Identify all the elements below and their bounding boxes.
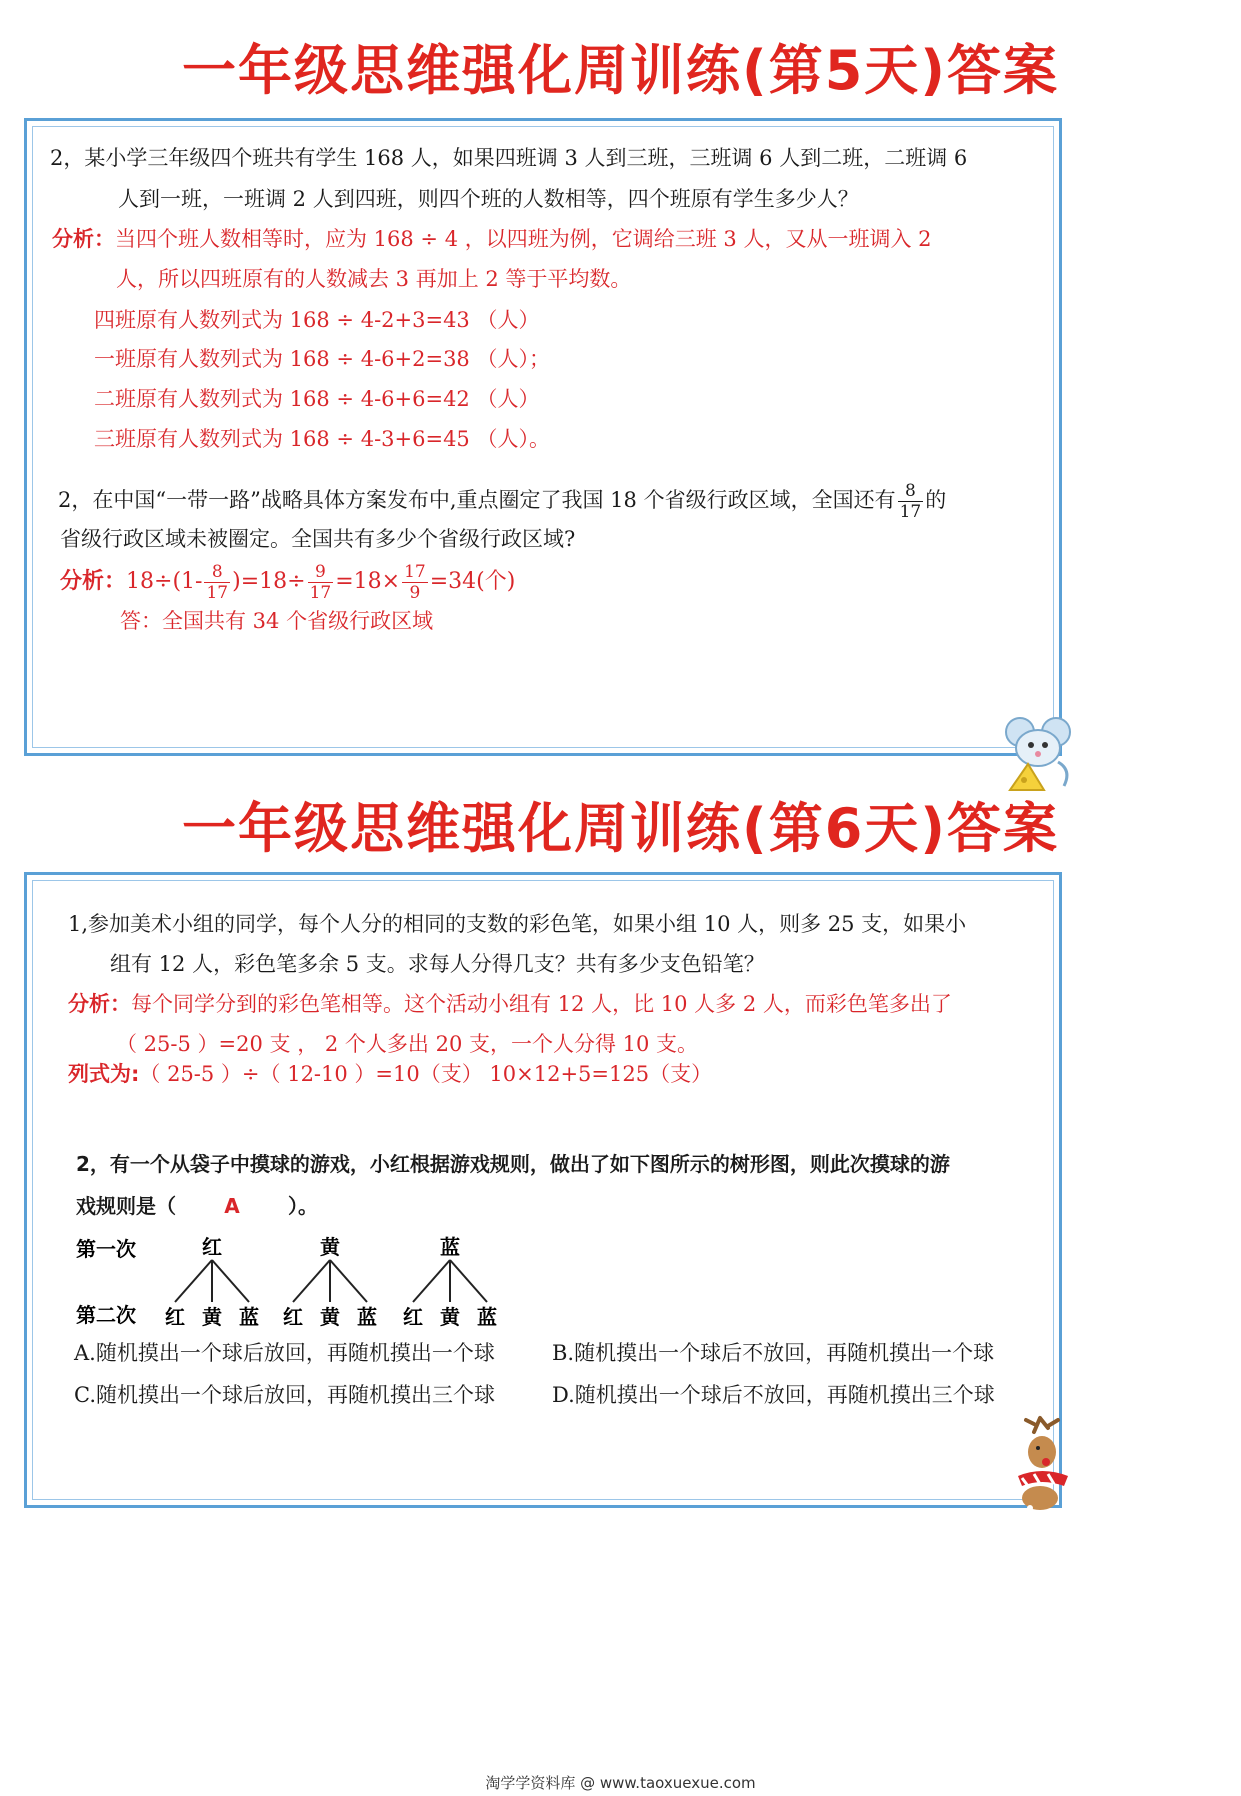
leaf: 红 [165,1305,185,1329]
analysis-label: 分析： [68,992,131,1016]
analysis-label: 分析： [60,569,127,594]
expr-part: =18× [335,569,401,594]
option-b: B.随机摸出一个球后不放回，再随机摸出一个球 [552,1341,995,1365]
leaf: 黄 [440,1305,460,1329]
footer-watermark: 淘学学资料库 @ www.taoxuexue.com [485,1774,756,1792]
leaf: 红 [283,1305,303,1329]
leaf: 蓝 [477,1305,497,1329]
frac-num: 9 [308,562,334,583]
frac-den: 17 [309,582,332,603]
frac-den: 17 [899,502,922,522]
day6-q1-analysis-line2: （ 25-5 ）=20 支 ， 2 个人多出 20 支，一个人分得 10 支。 [116,1032,699,1056]
day5-q1-line1: 2，某小学三年级四个班共有学生 168 人，如果四班调 3 人到三班，三班调 6 人到二班，二班调 6 [50,146,968,170]
option-d: D.随机摸出一个球后不放回，再随机摸出三个球 [552,1383,995,1407]
expr-part: )=18÷ [232,569,306,594]
row2-label: 第二次 [76,1303,136,1327]
fraction [204,562,230,603]
tree-diagram [70,1232,530,1336]
leaf: 黄 [320,1305,340,1329]
analysis-text: 每个同学分到的彩色笔相等。这个活动小组有 12 人，比 10 人多 2 人，而彩色笔多出了 [131,992,952,1016]
answer-choice: A [224,1194,240,1218]
leaf: 黄 [202,1305,222,1329]
formula-text: （ 25-5 ）÷（ 12-10 ）=10（支） 10×12+5=125（支） [139,1062,713,1086]
fraction [308,562,334,603]
q2-text: 戏规则是（ [76,1194,176,1218]
frac-den: 17 [206,582,229,603]
expr-part: 18÷(1- [126,569,203,594]
analysis-text: 当四个班人数相等时，应为 168 ÷ 4 ，以四班为例，它调给三班 3 人，又从一班调入 2 [115,227,932,251]
frac-num: 17 [404,561,426,582]
frac-den: 9 [409,582,421,603]
q2-text-end: 的 [925,488,947,512]
formula-label: 列式为: [68,1062,140,1086]
q2-text: 2，在中国“一带一路”战略具体方案发布中,重点圈定了我国 18 个省级行政区域，全国还有 [58,488,896,512]
leaf: 蓝 [357,1305,377,1329]
fraction [402,562,428,603]
q2-text-end: ）。 [288,1194,318,1218]
frac-num: 8 [204,562,230,583]
day5-calc-class1: 一班原有人数列式为 168 ÷ 4-6+2=38 （人）； [94,347,550,371]
day5-q2-analysis [60,560,515,604]
day5-q1-analysis-line2: 人，所以四班原有的人数减去 3 再加上 2 等于平均数。 [116,267,632,291]
day5-calc-class3: 三班原有人数列式为 168 ÷ 4-3+6=45 （人）。 [94,427,550,451]
day6-q2-line1: 2，有一个从袋子中摸球的游戏，小红根据游戏规则，做出了如下图所示的树形图，则此次摸球的游 [76,1152,950,1176]
root-yellow: 黄 [320,1235,340,1259]
day5-q2-line1 [58,478,946,522]
day5-title: 一年级思维强化周训练(第5天)答案 [182,39,1059,102]
day5-calc-class2: 二班原有人数列式为 168 ÷ 4-6+6=42 （人） [94,387,540,411]
row1-label: 第一次 [76,1237,136,1261]
frac-num: 8 [898,481,924,502]
day6-q2-line2 [76,1191,318,1221]
mouse-cheese-icon [998,712,1078,792]
day6-q1-line1: 1,参加美术小组的同学，每个人分的相同的支数的彩色笔，如果小组 10 人，则多 25 支，如果小 [68,912,967,936]
day6-q1-formula [68,1059,712,1089]
day5-q2-line2: 省级行政区域未被圈定。全国共有多少个省级行政区域? [60,527,576,551]
day6-title: 一年级思维强化周训练(第6天)答案 [182,797,1059,860]
root-red: 红 [202,1235,222,1259]
day5-q2-answer: 答：全国共有 34 个省级行政区域 [120,609,434,633]
day5-q1-line2: 人到一班，一班调 2 人到四班，则四个班的人数相等，四个班原有学生多少人？ [118,187,859,211]
option-c: C.随机摸出一个球后放回，再随机摸出三个球 [74,1383,495,1407]
root-blue: 蓝 [440,1235,460,1259]
day5-calc-class4: 四班原有人数列式为 168 ÷ 4-2+3=43 （人） [94,308,540,332]
expr-part: =34(个) [429,569,516,594]
option-a: A.随机摸出一个球后放回，再随机摸出一个球 [74,1341,495,1365]
analysis-label: 分析： [52,227,115,251]
fraction-8-17 [898,481,924,522]
reindeer-icon [1000,1412,1078,1512]
day6-q1-line2: 组有 12 人，彩色笔多余 5 支。求每人分得几支？共有多少支色铅笔？ [110,952,765,976]
day6-q1-analysis-line1 [68,989,952,1019]
leaf: 蓝 [239,1305,259,1329]
leaf: 红 [403,1305,423,1329]
day5-q1-analysis-line1 [52,224,932,254]
